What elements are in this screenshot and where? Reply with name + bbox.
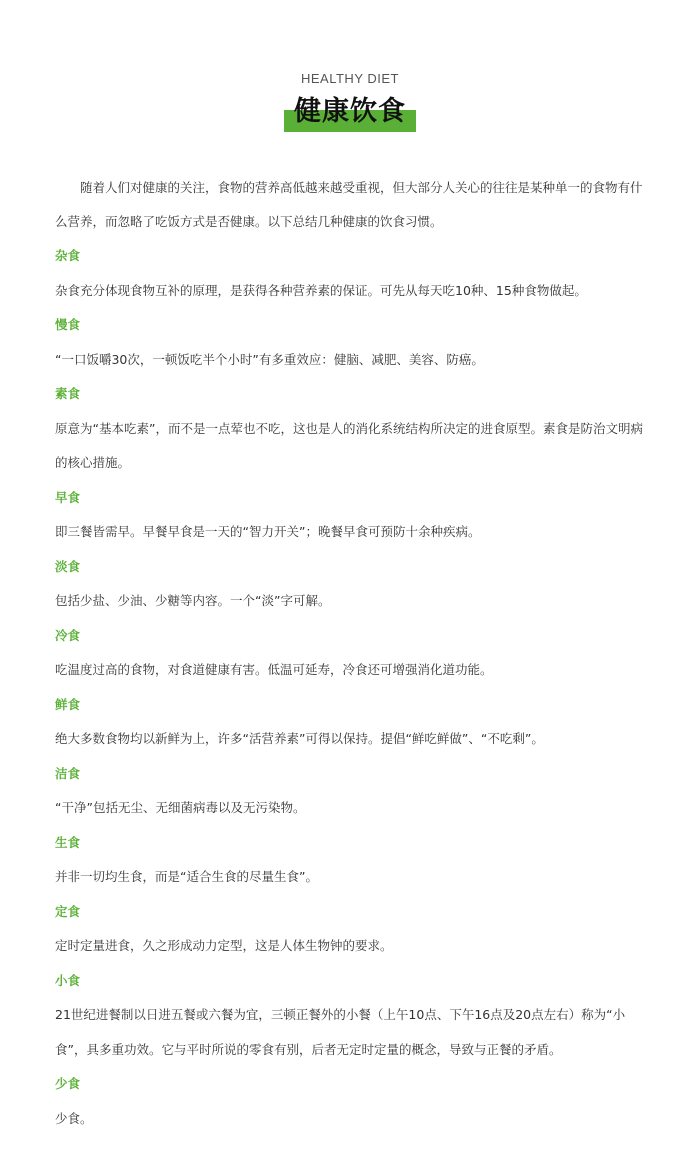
title-block [294, 94, 406, 130]
item-text-shaoshi: 少食。 [55, 1110, 93, 1126]
item-title-xiaoshi: 小食 [55, 972, 81, 988]
item-title-shengshi: 生食 [55, 834, 81, 850]
item-text-lengshi: 吃温度过高的食物，对食道健康有害。低温可延寿，冷食还可增强消化道功能。 [55, 662, 493, 677]
item-title-sushi: 素食 [55, 386, 81, 401]
item-text-zashi: 杂食充分体现食物互补的原理，是获得各种营养素的保证。可先从每天吃10种、15种食物做起。 [55, 282, 587, 298]
item-title-jieshi: 洁食 [55, 765, 81, 781]
item-text-danshi: 包括少盐、少油、少糖等内容。一个“淡”字可解。 [55, 593, 331, 608]
item-text-zaoshi: 即三餐皆需早。早餐早食是一天的“智力开关”；晚餐早食可预防十余种疾病。 [55, 524, 481, 539]
item-title-lengshi: 冷食 [55, 627, 81, 643]
item-text-xiaoshi: 21世纪进餐制以日进五餐或六餐为宜，三顿正餐外的小餐（上午10点、下午16点及20点左右）称为“小食”，具多重功效。它与平时所说的零食有别，后者无定时定量的概念，导致与正餐的矛盾。 [55, 1007, 626, 1057]
item-title-dingshi: 定食 [55, 903, 81, 919]
item-text-sushi: 原意为“基本吃素”，而不是一点荤也不吃，这也是人的消化系统结构所决定的进食原型。素食是防治文明病的核心措施。 [55, 420, 643, 470]
header [0, 70, 700, 130]
item-text-shengshi: 并非一切均生食，而是“适合生食的尽量生食”。 [55, 869, 318, 884]
item-title-danshi: 淡食 [55, 558, 81, 574]
intro-paragraph: 随着人们对健康的关注，食物的营养高低越来越受重视，但大部分人关心的往往是某种单一的食物有什么营养，而忽略了吃饭方式是否健康。以下总结几种健康的饮食习惯。 [55, 180, 643, 229]
item-title-zaoshi: 早食 [55, 489, 81, 505]
item-text-dingshi: 定时定量进食，久之形成动力定型，这是人体生物钟的要求。 [55, 938, 393, 953]
item-text-xianshi: 绝大多数食物均以新鲜为上，许多“活营养素”可得以保持。提倡“鲜吃鲜做”、“不吃剩”。 [55, 731, 544, 746]
item-title-manshi: 慢食 [55, 317, 81, 332]
page-title: 健康饮食 [294, 96, 406, 127]
item-title-shaoshi: 少食 [55, 1076, 81, 1091]
article-content [55, 171, 647, 1136]
item-text-jieshi: “干净”包括无尘、无细菌病毒以及无污染物。 [55, 800, 306, 815]
page-subtitle: HEALTHY DIET [301, 71, 399, 86]
item-title-xianshi: 鲜食 [55, 696, 81, 712]
item-text-manshi: “一口饭嚼30次，一顿饭吃半个小时”有多重效应：健脑、减肥、美容、防癌。 [55, 351, 484, 367]
item-title-zashi: 杂食 [55, 248, 81, 263]
